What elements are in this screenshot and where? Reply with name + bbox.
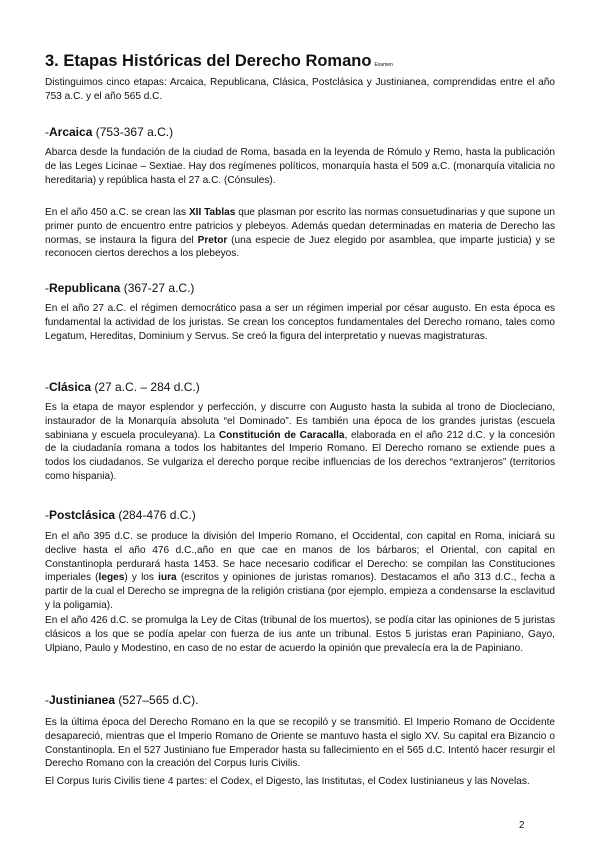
arcaica-paragraph-2: En el año 450 a.C. se crean las XII Tablas que plasman por escrito las normas consuetudinarias y que supone un primer punto de encuentro entre patricios y plebeyos. Además quedan determinadas en materia de Derecho las normas, se instaura la figura del Pretor (una especie de Juez elegido por asamblea, que imparte justicia) y se reconocen ciertos derechos a los plebeyos. [45,207,556,260]
page-number: 2 [519,820,525,831]
document-page [45,0,555,848]
postclasica-paragraph-2: En el año 426 d.C. se promulga la Ley de Citas (tribunal de los muertos), se podía citar las opiniones de 5 juristas clásicos a los que se podía apelar con fuerza de ius ante un tribunal. Estos 5 juristas eran Papiniano, Gayo, Ulpiano, Paulo y Modestino, en caso de no estar de acuerdo la opinión que prevalecía era la de Papiniano. [45,615,555,654]
caracalla-term: Constitución de Caracalla [218,429,345,441]
section-heading-justinianea: -Justinianea (527–565 d.C). [45,693,199,707]
intro-text: Distinguimos cinco etapas: Arcaica, Republicana, Clásica, Postclásica y Justinianea, comprendidas entre el año 753 a.C. y el año 565 d.C. [45,77,555,102]
republicana-paragraph-1: En el año 27 a.C. el régimen democrático pasa a ser un régimen imperial por césar augusto. En esta época es fundamental la actividad de los juristas. Se crean los conceptos fundamentales del Derecho romano, tales como Legatum, Hereditas, Dominium y Servus. Se creó la figura del interpretatio y nuevas magistraturas. [45,303,555,342]
xii-tablas-term: XII Tablas [188,207,236,218]
justinianea-paragraph-1: Es la última época del Derecho Romano en la que se recopiló y se transmitió. El Imperio Romano de Occidente desapareció, mientras que el Imperio Romano de Oriente se mantuvo hasta el siglo XV. Su capital era Bizancio o Constantinopla. En el 527 Justiniano fue Emperador hasta su fallecimiento en el 565 d.C. Intentó hacer resurgir el Derecho Romano con la creación del Corpus Iuris Civilis. [45,717,555,770]
section-heading-clasica: -Clásica (27 a.C. – 284 d.C.) [45,380,200,394]
title-text: 3. Etapas Históricas del Derecho Romano [45,52,372,70]
arcaica-paragraph-1: Abarca desde la fundación de la ciudad de Roma, basada en la leyenda de Rómulo y Remo, hasta la publicación de las Leges Licinae – Sextiae. Hay dos regímenes políticos, monarquía hasta el 509 a.C. (monarquía vitalicia no hereditaria) y república hasta el 27 a.C. (Cónsules). [45,147,555,186]
section-heading-postclasica: -Postclásica (284-476 d.C.) [45,508,196,522]
justinianea-paragraph-2: El Corpus Iuris Civilis tiene 4 partes: el Codex, el Digesto, las Institutas, el Codex Iustinianeus y las Novelas. [45,776,530,787]
title-tag: Examen [374,62,393,68]
pretor-term: Pretor [197,234,228,246]
section-heading-arcaica: -Arcaica (753-367 a.C.) [45,125,174,139]
page-title [45,52,393,71]
clasica-paragraph-1: Es la etapa de mayor esplendor y perfección, y discurre con Augusto hasta la subida al trono de Diocleciano, instaurador de la Monarquía absoluta “el Dominado”. Es también una época de los grandes juristas (escuela sabiniana y escuela proculeyana). La Constitución de Caracalla, elaborada en el año 212 d.C. y la concesión de la ciudadanía romana a todos los habitantes del Imperio Romano. El Derecho romano se extiende pues a todos los ciudadanos. Se vulgariza el derecho porque recibe influencias de los derechos “extranjeros” (territorios como hispania). [45,402,556,482]
intro-paragraph [45,76,555,104]
postclasica-paragraph-1: En el año 395 d.C. se produce la división del Imperio Romano, el Occidental, con capital en Roma, iniciará su declive hasta el año 476 d.C.,año en que cae en manos de los bárbaros; el Oriental, con capital en Constantinopla perdurará hasta 1453. Se hace necesario codificar el Derecho: se compilan las Constituciones imperiales (leges) y los iura (escritos y opiniones de juristas romanos). Destacamos el año 313 d.C., fecha a partir de la cual el Derecho se impregna de la religión cristiana (por ejemplo, empieza a condensarse la esclavitud y la poligamia). [45,531,556,611]
iura-term: iura [158,572,177,584]
leges-term: leges [98,572,125,584]
section-heading-republicana: -Republicana (367-27 a.C.) [45,281,195,295]
